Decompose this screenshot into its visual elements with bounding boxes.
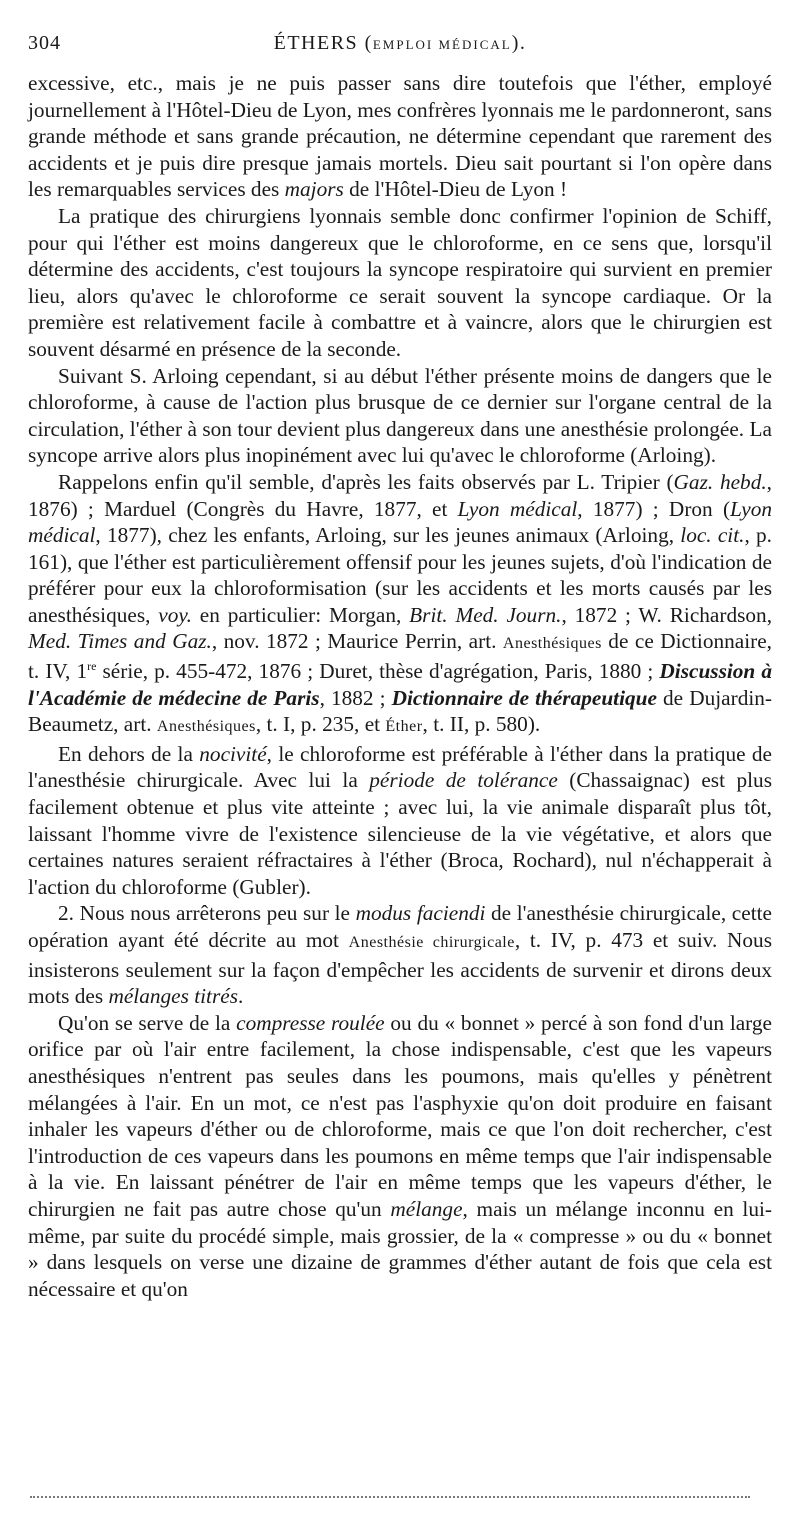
p4-text: , 1876) ; Marduel (Congrès du Havre, 1877, et — [28, 469, 772, 521]
p7-italic: mélange — [390, 1196, 463, 1221]
p4-citation-bold-italic: Discussion à l'Académie de médecine de Paris — [28, 659, 773, 710]
p4-small-caps: Anesthésiques — [502, 635, 602, 653]
p6-italic: mélanges titrés — [108, 984, 239, 1009]
p6-text: , t. IV, p. 473 et suiv. Nous insisterons seulement sur la façon d'empêcher les accidents de survenir et dirons deux mots des — [28, 928, 772, 1009]
running-title-main: ÉTHERS ( — [273, 32, 373, 54]
body-text — [28, 70, 772, 1302]
p4-text: , t. I, p. 235, et — [255, 712, 386, 737]
page-number: 304 — [28, 32, 61, 54]
p7-text: Qu'on se serve de la — [58, 1010, 237, 1035]
p4-citation-italic: voy. — [158, 602, 192, 627]
running-title-small-caps: EMPLOI MÉDICAL — [372, 37, 512, 52]
p4-text: de ce Dictionnaire, t. IV, 1 — [28, 629, 772, 684]
p6-text: . — [238, 984, 244, 1009]
paragraph-1 — [28, 70, 772, 203]
paragraph-6 — [28, 900, 772, 1009]
paragraph-3 — [28, 363, 772, 469]
paragraph-1-text: excessive, etc., mais je ne puis passer sans dire toutefois que l'éther, employé journellement à l'Hôtel-Dieu de Lyon, mes confrères lyonnais me le pardonneront, sans grande méthode et sans grande précaution, ne détermine cependant que rarement des accidents et je puis dire presque jamais mortels. Dieu sait pourtant si l'on opère dans les remarquables services des — [28, 71, 772, 202]
p4-superscript: re — [87, 658, 97, 673]
p6-text: 2. Nous nous arrêterons peu sur le — [58, 901, 356, 926]
p4-text: , 1872 ; W. Richardson, — [561, 602, 773, 627]
p4-citation-bold-italic: Dictionnaire de thérapeutique — [391, 685, 657, 710]
p4-small-caps: Anesthésiques — [156, 718, 256, 736]
p5-text: (Chassaignac) est plus facilement obtenue et plus vite atteinte ; avec lui, la vie animale disparaît plus tôt, laissant l'homme vivre de l'existence silencieuse de la vie végétative, et alors que certaines natures seraient réfractaires à l'éther (Broca, Rochard), nul n'échapperait à l'action du chloroforme (Gubler). — [28, 768, 772, 899]
p4-text: , 1882 ; — [319, 685, 392, 710]
p4-citation-italic: Gaz. hebd. — [673, 469, 767, 494]
p4-text: , 1877) ; Dron ( — [577, 496, 731, 521]
p6-text: de l'anesthésie chirurgicale, cette opération ayant été décrite au mot — [28, 901, 772, 952]
p4-text: en particulier: Morgan, — [191, 602, 410, 627]
paragraph-1-text-end: de l'Hôtel-Dieu de Lyon ! — [343, 177, 568, 202]
p6-italic: modus faciendi — [355, 901, 486, 926]
p4-text: , p. 161), que l'éther est particulièrement offensif pour les jeunes sujets, d'où l'indication de préférer pour eux la chloroformisation (sur les accidents et les morts causés par les anesthésiques, — [28, 523, 772, 627]
running-title-close: ). — [511, 32, 527, 54]
paragraph-2-text: La pratique des chirurgiens lyonnais semble donc confirmer l'opinion de Schiff, pour qui l'éther est moins dangereux que le chloroforme, en ce sens que, lorsqu'il détermine des accidents, c'est toujours la syncope respiratoire qui survient en premier lieu, alors qu'avec le chloroforme ce serait souvent la syncope cardiaque. Or la première est relativement facile à combattre et à vaincre, alors que le chirurgien est souvent désarmé en présence de la seconde. — [28, 203, 772, 361]
p4-text: série, p. 455-472, 1876 ; Duret, thèse d'agrégation, Paris, 1880 ; — [96, 659, 660, 684]
p4-citation-italic: Med. Times and Gaz. — [28, 629, 212, 654]
paragraph-5 — [28, 741, 772, 901]
p4-text: Rappelons enfin qu'il semble, d'après les faits observés par L. Tripier ( — [58, 469, 674, 494]
paragraph-4 — [28, 469, 772, 741]
paragraph-1-italic: majors — [284, 177, 344, 202]
footer-dotted-rule — [30, 1496, 750, 1498]
p7-italic: compresse roulée — [236, 1010, 385, 1035]
p4-citation-italic: Lyon médical — [457, 496, 578, 521]
page — [28, 28, 772, 1302]
paragraph-3-text: Suivant S. Arloing cependant, si au début l'éther présente moins de dangers que le chloroforme, à cause de l'action plus brusque de ce dernier sur l'organe central de la circulation, l'éther à son tour devient plus dangereux dans une anesthésie prolongée. La syncope arrive alors plus inopinément avec lui qu'avec le chloroforme (Arloing). — [28, 363, 772, 468]
p7-text: ou du « bonnet » percé à son fond d'un large orifice par où l'air entre facilement, la chose indispensable, c'est que les vapeurs anesthésiques n'entrent pas seules dans les poumons, mais qu'elles y pénètrent mélangées à l'air. En un mot, ce n'est pas l'asphyxie qu'on doit produire en faisant inhaler les vapeurs d'éther ou de chloroforme, mais ce que l'on doit rechercher, c'est l'introduction de ces vapeurs dans les poumons en même temps que l'air indispensable à la vie. En laissant pénétrer de l'air en même temps que les vapeurs d'éther, le chirurgien ne fait pas autre chose qu'un — [28, 1010, 772, 1221]
running-header — [28, 28, 772, 60]
p5-text: , le chloroforme est préférable à l'éther dans la pratique de l'anesthésie chirurgicale. Avec lui la — [28, 741, 772, 793]
p4-text: de Dujardin-Beaumetz, art. — [28, 685, 772, 737]
p4-citation-italic: Lyon médical — [28, 496, 773, 548]
paragraph-2 — [28, 203, 772, 363]
p4-text: , 1877), chez les enfants, Arloing, sur les jeunes animaux (Arloing, — [95, 523, 681, 548]
paragraph-7 — [28, 1010, 772, 1303]
p4-text: , t. II, p. 580). — [422, 712, 541, 737]
p4-text: , nov. 1872 ; Maurice Perrin, art. — [211, 629, 503, 654]
p5-text: En dehors de la — [58, 741, 200, 766]
p4-citation-italic: loc. cit. — [680, 523, 745, 548]
p5-italic: nocivité — [199, 741, 267, 766]
running-title — [28, 32, 772, 55]
p6-small-caps: Anesthésie chirurgicale — [348, 934, 515, 951]
p5-italic: période de tolérance — [369, 768, 558, 793]
p4-small-caps: Éther — [385, 718, 423, 736]
p7-text: , mais un mélange inconnu en lui-même, par suite du procédé simple, mais grossier, de la « compresse » ou du « bonnet » dans lesquels on verse une dizaine de grammes d'éther autant de fois que cela est nécessaire et qu'on — [28, 1196, 772, 1301]
p4-citation-italic: Brit. Med. Journ. — [409, 602, 562, 627]
